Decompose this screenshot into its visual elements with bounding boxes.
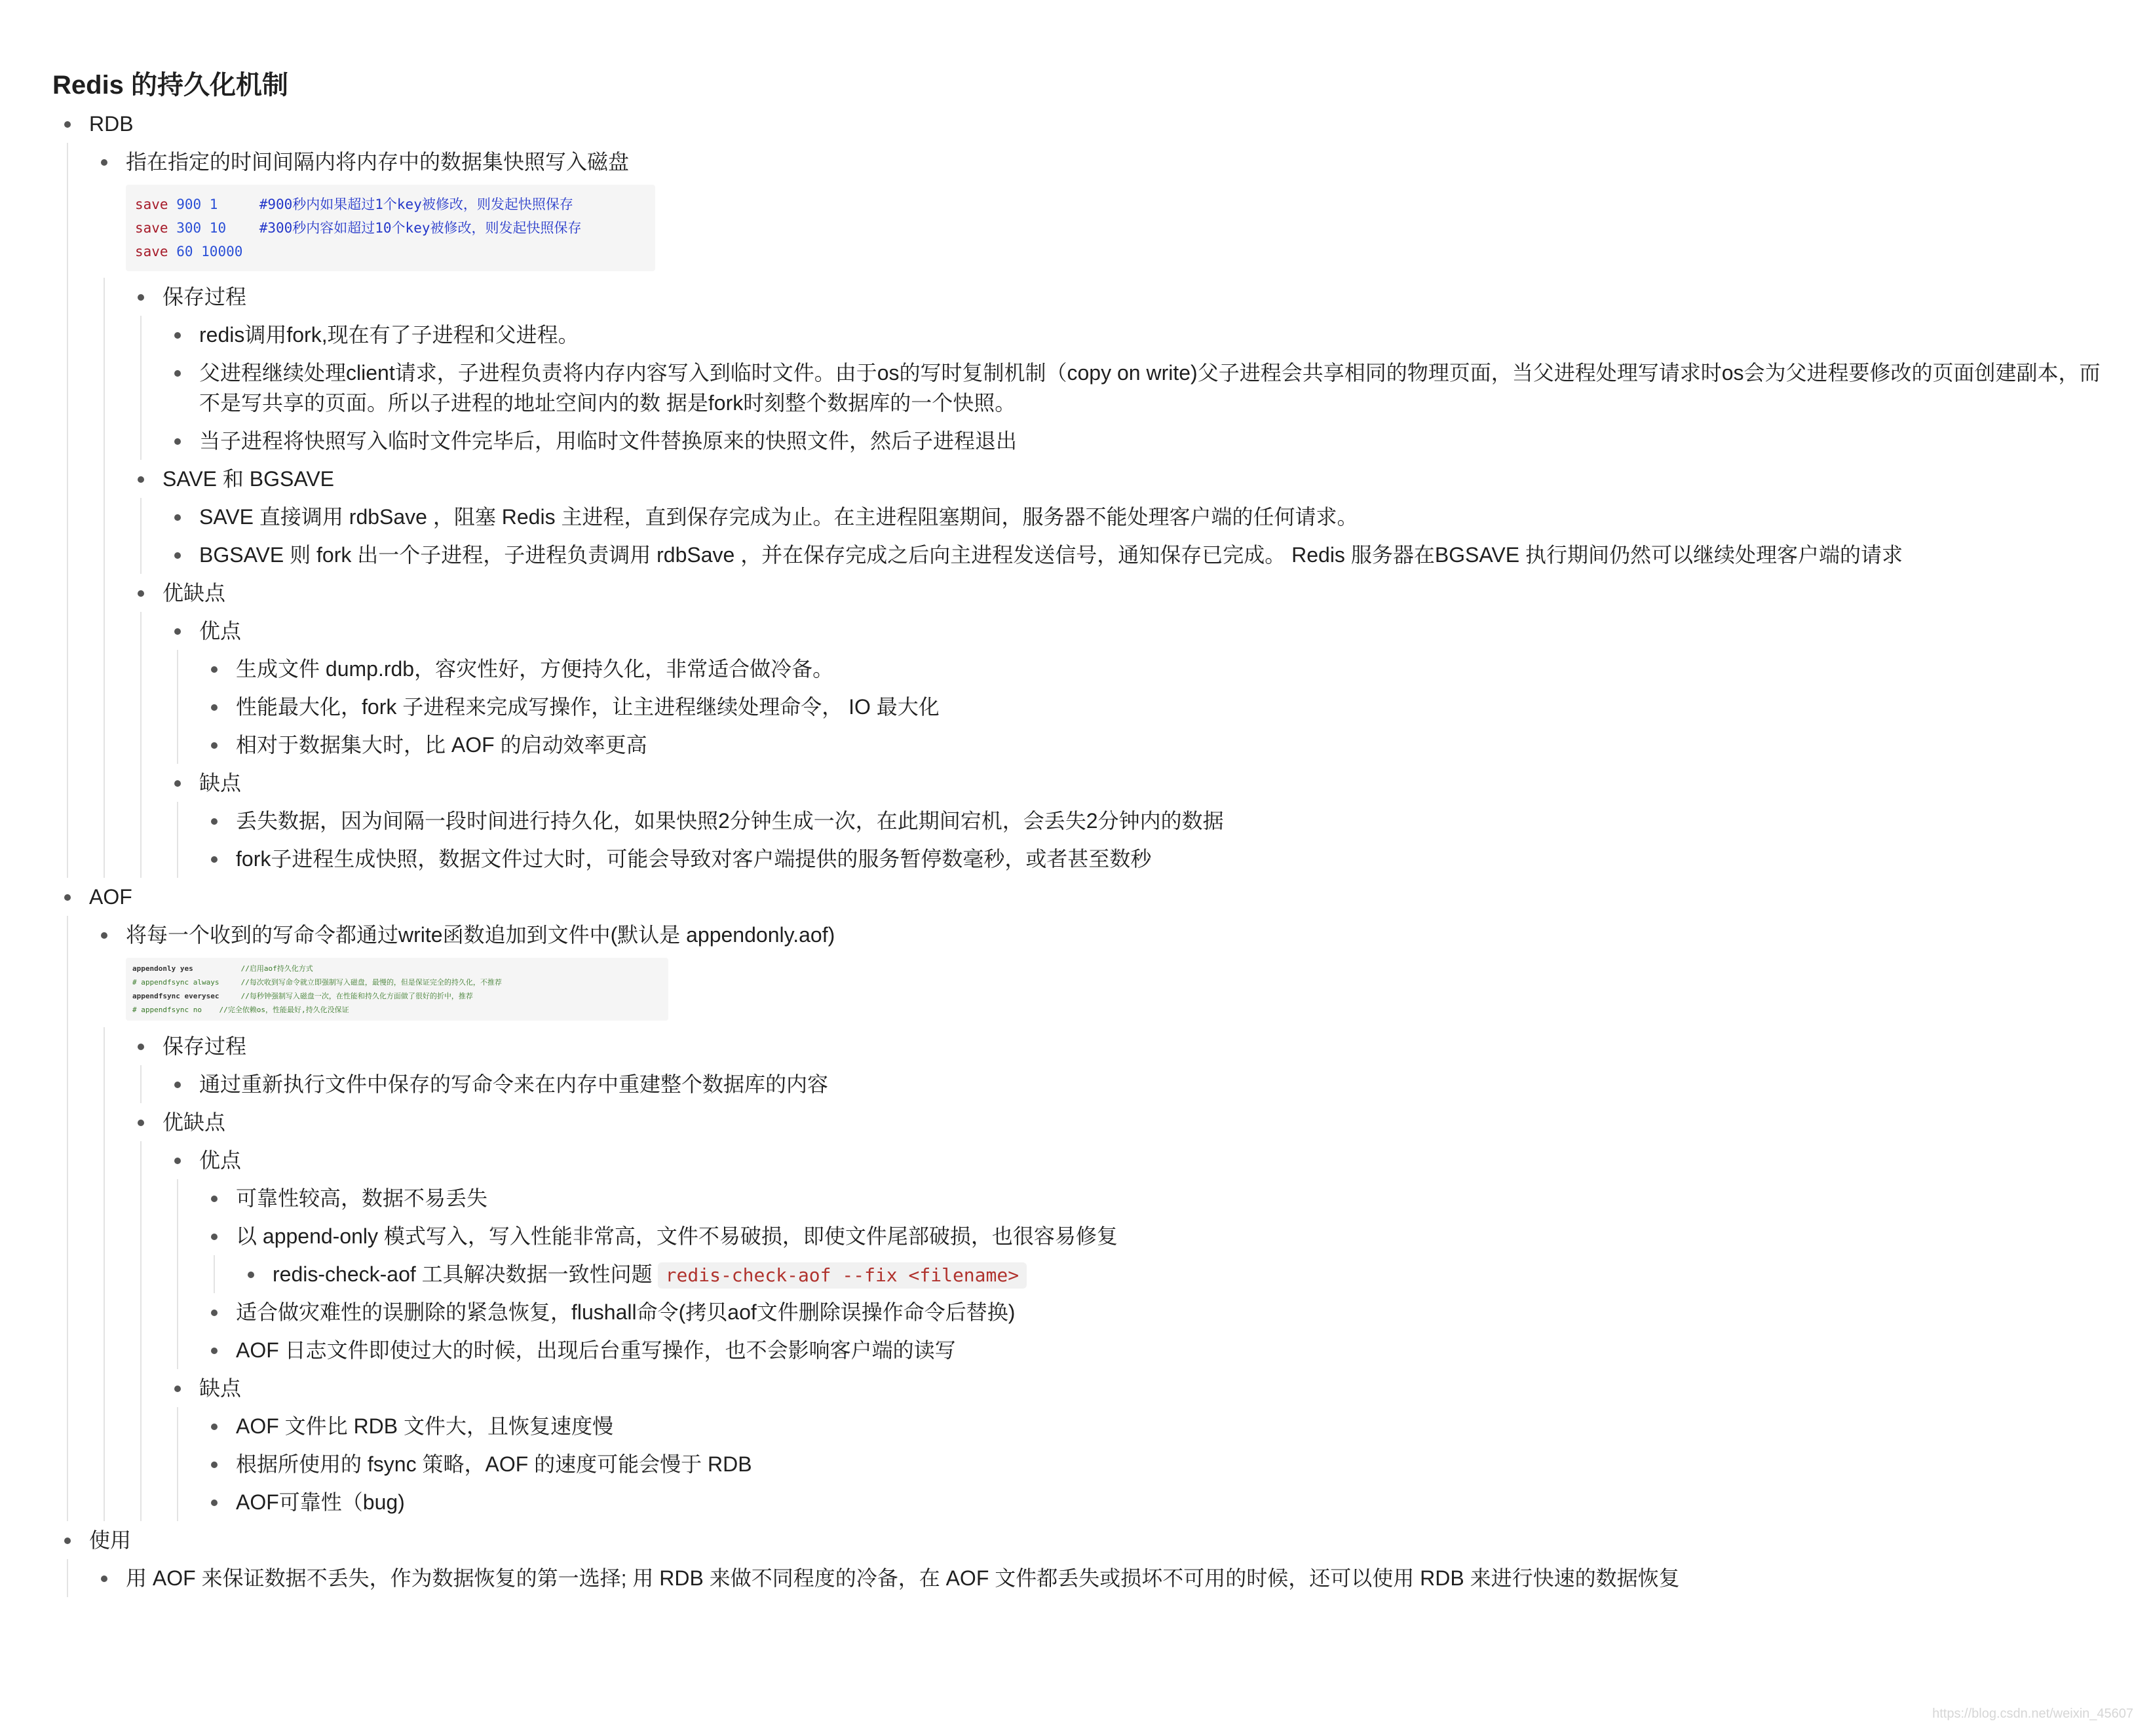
bullet-icon: [174, 514, 181, 521]
list-item: 性能最大化，fork 子进程来完成写操作，让主进程继续处理命令， IO 最大化: [199, 688, 2116, 726]
list-item: 以 append-only 模式写入，写入性能非常高，文件不易破损，即使文件尾部破损，也很容易修复: [199, 1217, 2116, 1255]
bullet-icon: [248, 1272, 254, 1278]
list-item: SAVE 和 BGSAVE: [126, 460, 2116, 498]
list-item: redis调用fork,现在有了子进程和父进程。: [162, 316, 2116, 354]
list-item: 优点: [162, 1141, 2116, 1179]
bullet-icon: [211, 1424, 218, 1430]
bullet-icon: [211, 704, 218, 711]
bullet-icon: [174, 438, 181, 445]
bullet-icon: [211, 1234, 218, 1240]
list-item: 丢失数据，因为间隔一段时间进行持久化，如果快照2分钟生成一次，在此期间宕机，会丢失2分钟内的数据: [199, 802, 2116, 840]
bullet-icon: [211, 666, 218, 673]
list-item: 保存过程: [126, 1027, 2116, 1065]
list-item: 缺点: [162, 764, 2116, 802]
bullet-icon: [211, 818, 218, 825]
code-line: save 60 10000: [135, 244, 243, 259]
list-item: 优缺点: [126, 1103, 2116, 1141]
section-label: AOF: [89, 885, 132, 909]
list-item: 优点: [162, 612, 2116, 650]
bullet-icon: [211, 1196, 218, 1202]
code-line: appendfsync everysec //每秒钟强制写入磁盘一次，在性能和持久化方面做了很好的折中，推荐: [132, 992, 473, 1000]
bullet-icon: [174, 370, 181, 377]
bullet-icon: [174, 780, 181, 787]
list-item: [52, 105, 2116, 143]
bullet-icon: [211, 1462, 218, 1468]
section-rdb: [52, 105, 2116, 878]
bullet-icon: [211, 1348, 218, 1354]
list-item: 指在指定的时间间隔内将内存中的数据集快照写入磁盘: [89, 143, 2116, 181]
section-label: 使用: [89, 1528, 132, 1552]
bullet-icon: [101, 159, 107, 166]
list-item: 保存过程: [126, 278, 2116, 316]
bullet-icon: [138, 476, 144, 483]
code-line: # appendfsync no //完全依赖os，性能最好,持久化没保证: [132, 1006, 349, 1014]
aof-config-code-block: [126, 958, 668, 1021]
bullet-icon: [211, 1500, 218, 1506]
list-item: AOF可靠性（bug): [199, 1483, 2116, 1521]
list-item: SAVE 直接调用 rdbSave ，阻塞 Redis 主进程，直到保存完成为止。在主进程阻塞期间，服务器不能处理客户端的任何请求。: [162, 498, 2116, 536]
list-item: fork子进程生成快照，数据文件过大时，可能会导致对客户端提供的服务暂停数毫秒，或者甚至数秒: [199, 840, 2116, 878]
bullet-icon: [138, 590, 144, 597]
bullet-icon: [138, 1044, 144, 1050]
code-line: # appendfsync always //每次收到写命令就立即强制写入磁盘，最慢的，但是保证完全的持久化，不推荐: [132, 978, 502, 987]
list-item: 将每一个收到的写命令都通过write函数追加到文件中(默认是 appendonly.aof): [89, 916, 2116, 954]
bullet-icon: [64, 1538, 71, 1544]
bullet-icon: [174, 332, 181, 339]
page-title: Redis 的持久化机制: [52, 71, 289, 100]
bullet-icon: [101, 932, 107, 939]
list-item: 根据所使用的 fsync 策略，AOF 的速度可能会慢于 RDB: [199, 1445, 2116, 1483]
list-item: [52, 878, 2116, 916]
list-item: 相对于数据集大时，比 AOF 的启动效率更高: [199, 726, 2116, 764]
code-line: appendonly yes //启用aof持久化方式: [132, 964, 313, 973]
list-item: AOF 文件比 RDB 文件大，且恢复速度慢: [199, 1407, 2116, 1445]
list-item: redis-check-aof 工具解决数据一致性问题 redis-check-aof --fix <filename>: [236, 1255, 2116, 1293]
bullet-icon: [64, 894, 71, 901]
bullet-icon: [174, 1082, 181, 1088]
bullet-icon: [211, 856, 218, 863]
list-item: BGSAVE 则 fork 出一个子进程，子进程负责调用 rdbSave ，并在保存完成之后向主进程发送信号，通知保存已完成。 Redis 服务器在BGSAVE 执行期间仍然可以继续处理客户端的请求: [162, 536, 2116, 574]
bullet-icon: [174, 628, 181, 635]
bullet-icon: [101, 1576, 107, 1582]
list-item: 当子进程将快照写入临时文件完毕后，用临时文件替换原来的快照文件，然后子进程退出: [162, 422, 2116, 460]
rdb-config-code-block: [126, 185, 655, 271]
bullet-icon: [211, 742, 218, 749]
document: [52, 66, 2116, 1597]
inline-code: redis-check-aof --fix <filename>: [658, 1262, 1027, 1289]
list-item: 适合做灾难性的误删除的紧急恢复，flushall命令(拷贝aof文件删除误操作命令后替换): [199, 1293, 2116, 1331]
list-item: [52, 1521, 2116, 1559]
list-item: 生成文件 dump.rdb，容灾性好，方便持久化，非常适合做冷备。: [199, 650, 2116, 688]
bullet-icon: [138, 294, 144, 301]
bullet-icon: [174, 1158, 181, 1164]
code-line: save 900 1 #900秒内如果超过1个key被修改，则发起快照保存: [135, 197, 573, 212]
bullet-icon: [174, 552, 181, 559]
bullet-icon: [64, 121, 71, 128]
watermark: https://blog.csdn.net/weixin_45607: [1932, 1707, 2133, 1721]
bullet-icon: [174, 1386, 181, 1392]
list-item: 通过重新执行文件中保存的写命令来在内存中重建整个数据库的内容: [162, 1065, 2116, 1103]
list-item: 优缺点: [126, 574, 2116, 612]
section-usage: [52, 1521, 2116, 1597]
section-aof: [52, 878, 2116, 1521]
code-line: save 300 10 #300秒内容如超过10个key被修改，则发起快照保存: [135, 220, 582, 236]
list-item: 用 AOF 来保证数据不丢失，作为数据恢复的第一选择; 用 RDB 来做不同程度的冷备，在 AOF 文件都丢失或损坏不可用的时候，还可以使用 RDB 来进行快速的数据恢复: [89, 1559, 2116, 1597]
outline: [52, 105, 2116, 1597]
list-item: 可靠性较高，数据不易丢失: [199, 1179, 2116, 1217]
list-item: 父进程继续处理client请求，子进程负责将内存内容写入到临时文件。由于os的写时复制机制（copy on write)父子进程会共享相同的物理页面，当父进程处理写请求时os会为父进程要修改的页面创建副本，而不是写共享的页面。所以子进程的地址空间内的数 据是fork时刻整个数据库的一个快照。: [162, 354, 2116, 422]
list-item: AOF 日志文件即使过大的时候，出现后台重写操作，也不会影响客户端的读写: [199, 1331, 2116, 1369]
section-label: RDB: [89, 112, 134, 136]
bullet-icon: [211, 1310, 218, 1316]
list-item: 缺点: [162, 1369, 2116, 1407]
bullet-icon: [138, 1120, 144, 1126]
